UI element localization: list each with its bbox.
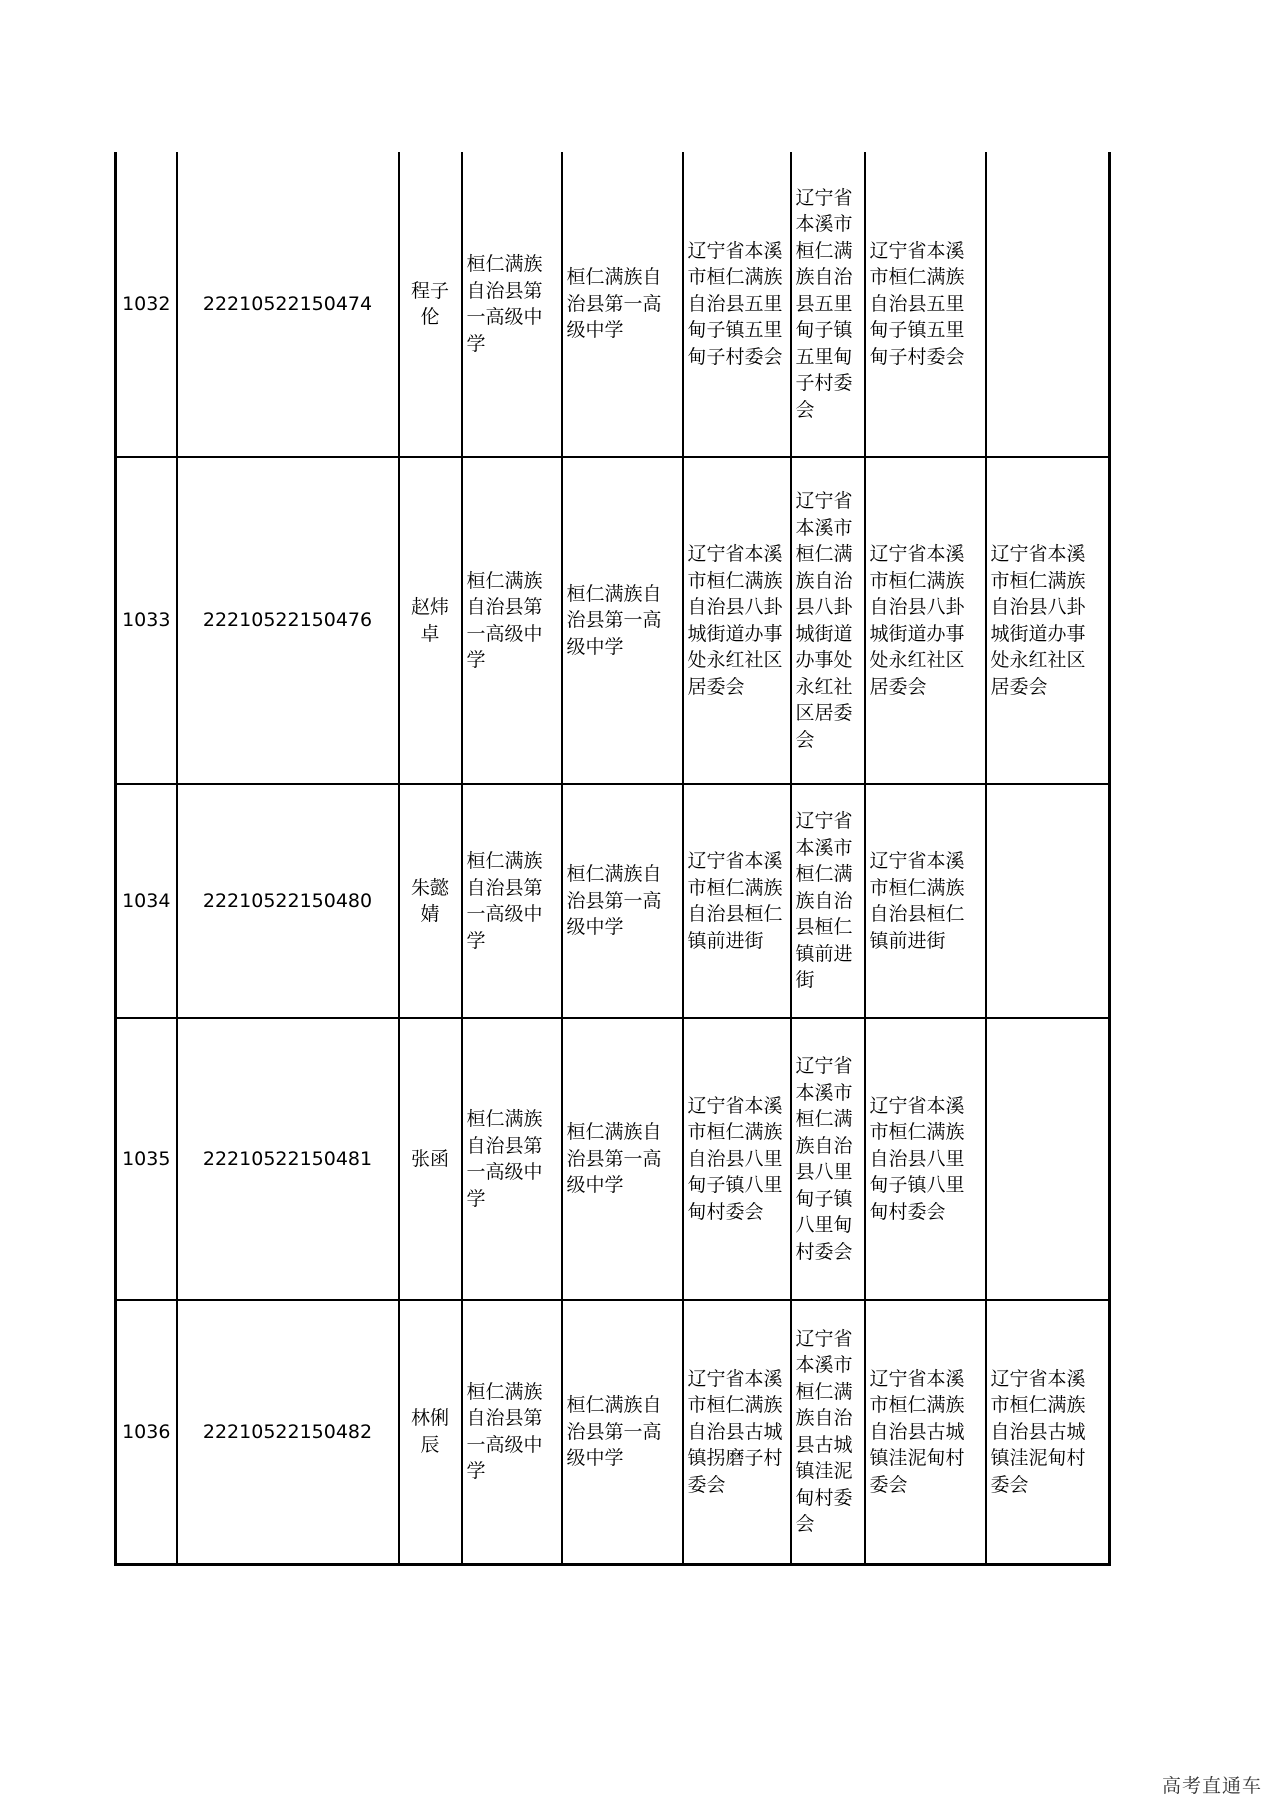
seq-cell: 1035 — [116, 1018, 177, 1300]
household-address-cell: 辽宁省本溪市桓仁满族自治县古城镇拐磨子村委会 — [683, 1300, 791, 1564]
student-name-cell: 张函 — [399, 1018, 462, 1300]
table-row — [116, 152, 1110, 457]
graduation-school-cell: 桓仁满族自治县第一高级中学 — [562, 1300, 683, 1564]
school-cell: 桓仁满族自治县第一高级中学 — [462, 1300, 562, 1564]
graduation-school-cell: 桓仁满族自治县第一高级中学 — [562, 152, 683, 457]
parent-household-cell: 辽宁省本溪市桓仁满族自治县古城镇洼泥甸村委会 — [865, 1300, 986, 1564]
table-row — [116, 457, 1110, 784]
household-address-cell: 辽宁省本溪市桓仁满族自治县五里甸子镇五里甸子村委会 — [683, 152, 791, 457]
student-name-cell: 程子伦 — [399, 152, 462, 457]
parent-residence-cell: 辽宁省本溪市桓仁满族自治县古城镇洼泥甸村委会 — [986, 1300, 1110, 1564]
seq-cell: 1036 — [116, 1300, 177, 1564]
school-cell: 桓仁满族自治县第一高级中学 — [462, 457, 562, 784]
parent-residence-cell — [986, 784, 1110, 1018]
graduation-school-cell: 桓仁满族自治县第一高级中学 — [562, 457, 683, 784]
residence-address-cell: 辽宁省本溪市桓仁满族自治县桓仁镇前进街 — [791, 784, 865, 1018]
graduation-school-cell: 桓仁满族自治县第一高级中学 — [562, 1018, 683, 1300]
table-row — [116, 784, 1110, 1018]
roster-table — [114, 152, 1111, 1566]
school-cell: 桓仁满族自治县第一高级中学 — [462, 152, 562, 457]
table-row — [116, 1300, 1110, 1564]
exam-number-cell: 22210522150476 — [177, 457, 399, 784]
school-cell: 桓仁满族自治县第一高级中学 — [462, 1018, 562, 1300]
residence-address-cell: 辽宁省本溪市桓仁满族自治县五里甸子镇五里甸子村委会 — [791, 152, 865, 457]
parent-residence-cell: 辽宁省本溪市桓仁满族自治县八卦城街道办事处永红社区居委会 — [986, 457, 1110, 784]
parent-residence-cell — [986, 1018, 1110, 1300]
watermark: 高考直通车 — [1161, 1775, 1262, 1797]
student-name-cell: 赵炜卓 — [399, 457, 462, 784]
student-name-cell: 林俐辰 — [399, 1300, 462, 1564]
residence-address-cell: 辽宁省本溪市桓仁满族自治县八卦城街道办事处永红社区居委会 — [791, 457, 865, 784]
residence-address-cell: 辽宁省本溪市桓仁满族自治县八里甸子镇八里甸村委会 — [791, 1018, 865, 1300]
parent-household-cell: 辽宁省本溪市桓仁满族自治县桓仁镇前进街 — [865, 784, 986, 1018]
residence-address-cell: 辽宁省本溪市桓仁满族自治县古城镇洼泥甸村委会 — [791, 1300, 865, 1564]
exam-number-cell: 22210522150481 — [177, 1018, 399, 1300]
exam-number-cell: 22210522150480 — [177, 784, 399, 1018]
seq-cell: 1032 — [116, 152, 177, 457]
parent-household-cell: 辽宁省本溪市桓仁满族自治县八卦城街道办事处永红社区居委会 — [865, 457, 986, 784]
school-cell: 桓仁满族自治县第一高级中学 — [462, 784, 562, 1018]
parent-household-cell: 辽宁省本溪市桓仁满族自治县八里甸子镇八里甸村委会 — [865, 1018, 986, 1300]
exam-number-cell: 22210522150482 — [177, 1300, 399, 1564]
seq-cell: 1034 — [116, 784, 177, 1018]
household-address-cell: 辽宁省本溪市桓仁满族自治县桓仁镇前进街 — [683, 784, 791, 1018]
parent-household-cell: 辽宁省本溪市桓仁满族自治县五里甸子镇五里甸子村委会 — [865, 152, 986, 457]
student-name-cell: 朱懿婧 — [399, 784, 462, 1018]
exam-number-cell: 22210522150474 — [177, 152, 399, 457]
table-row — [116, 1018, 1110, 1300]
household-address-cell: 辽宁省本溪市桓仁满族自治县八卦城街道办事处永红社区居委会 — [683, 457, 791, 784]
seq-cell: 1033 — [116, 457, 177, 784]
roster-table-container — [114, 152, 1108, 1564]
household-address-cell: 辽宁省本溪市桓仁满族自治县八里甸子镇八里甸村委会 — [683, 1018, 791, 1300]
graduation-school-cell: 桓仁满族自治县第一高级中学 — [562, 784, 683, 1018]
parent-residence-cell — [986, 152, 1110, 457]
